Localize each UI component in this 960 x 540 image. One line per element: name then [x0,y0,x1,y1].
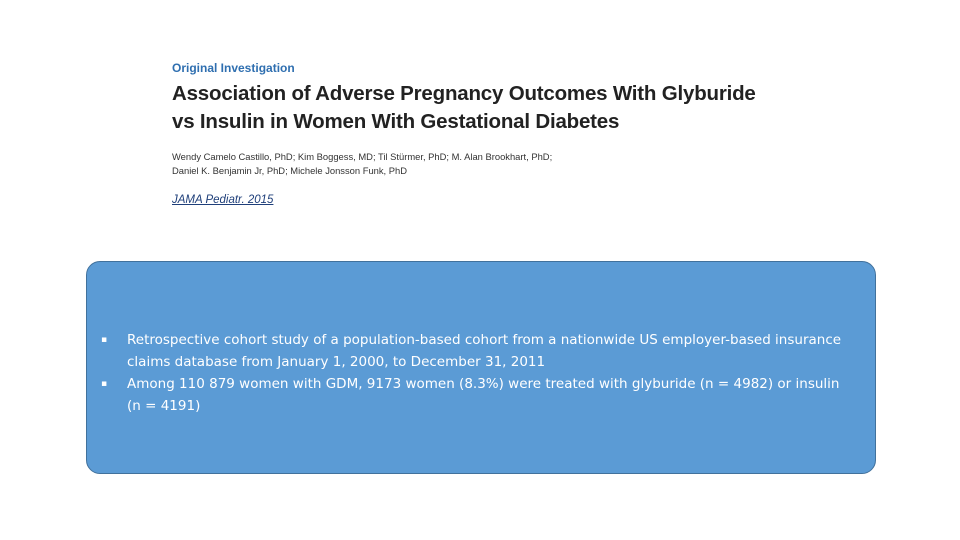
square-bullet-icon: ▪ [101,379,108,389]
square-bullet-icon: ▪ [101,335,108,345]
summary-box [86,261,876,474]
article-title-line1: Association of Adverse Pregnancy Outcomes With Glyburide [172,82,756,105]
author-list-line1: Wendy Camelo Castillo, PhD; Kim Boggess, MD; Til Stürmer, PhD; M. Alan Brookhart, PhD; [172,151,553,162]
bullet-text: Among 110 879 women with GDM, 9173 women (8.3%) were treated with glyburide (n = 4982) or insulin (n = 4191) [127,376,840,414]
article-title [172,80,812,136]
list-item [99,329,844,373]
list-item [99,373,844,417]
article-header [172,60,812,178]
journal-citation-link[interactable]: JAMA Pediatr. 2015 [172,194,274,206]
summary-bullet-list [99,329,844,417]
author-list-line2: Daniel K. Benjamin Jr, PhD; Michele Jonsson Funk, PhD [172,165,408,176]
section-label: Original Investigation [172,61,295,75]
article-title-line2: vs Insulin in Women With Gestational Diabetes [172,110,620,133]
author-list [172,150,812,178]
bullet-text: Retrospective cohort study of a population-based cohort from a nationwide US employer-based insurance claims database from January 1, 2000, to December 31, 2011 [127,332,842,370]
